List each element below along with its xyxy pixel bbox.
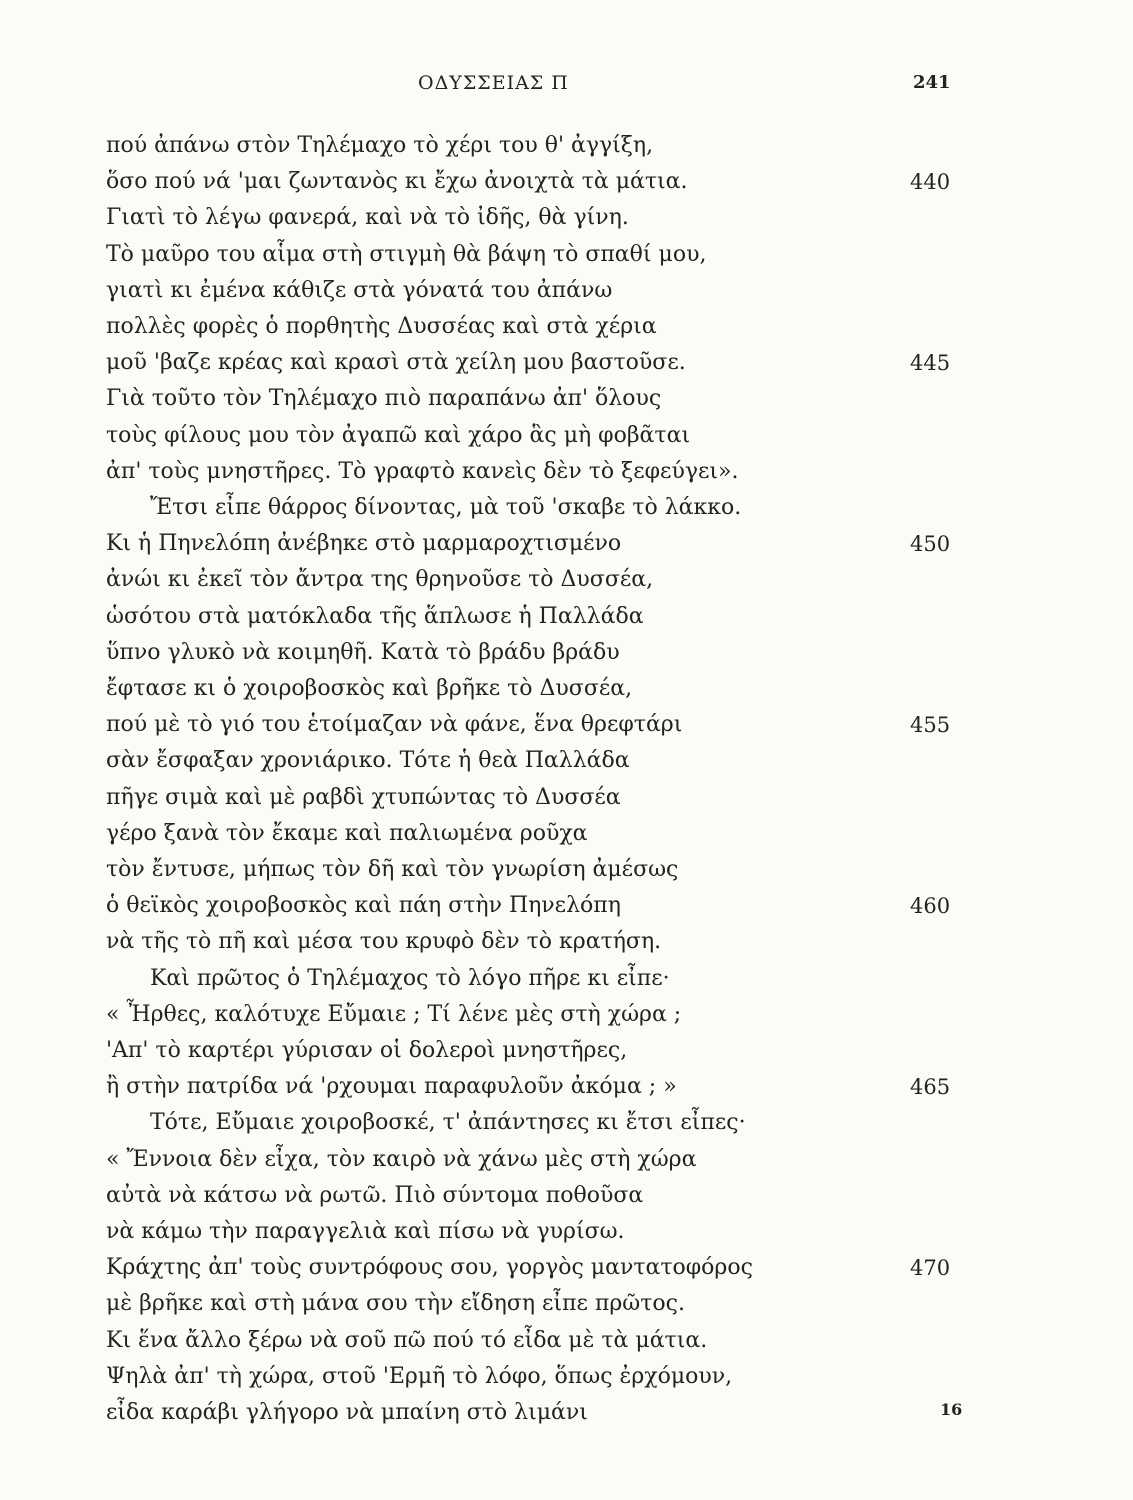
verse-line	[0, 671, 1133, 707]
verse-text: ὁ θεϊκὸς χοιροβοσκὸς καὶ πάη στὴν Πηνελόπη	[106, 893, 621, 919]
verse-text: νὰ κάμω τὴν παραγγελιὰ καὶ πίσω νὰ γυρίσω.	[106, 1219, 625, 1244]
verse-text: ἀπ' τοὺς μνηστῆρες. Τὸ γραφτὸ κανεὶς δὲν τὸ ξεφεύγει».	[106, 458, 739, 484]
line-number: 450	[910, 532, 951, 557]
verse-text: « Ἔννοια δὲν εἶχα, τὸν καιρὸ νὰ χάνω μὲς στὴ χώρα	[106, 1146, 697, 1172]
verse-text: Γιὰ τοῦτο τὸν Τηλέμαχο πιὸ παραπάνω ἀπ' ὅλους	[106, 386, 662, 412]
verse-line	[0, 562, 1133, 598]
verse-text: ἔφτασε κι ὁ χοιροβοσκὸς καὶ βρῆκε τὸ Δυσσέα,	[106, 676, 633, 701]
verse-line	[0, 237, 1133, 273]
verse-text: μοῦ 'βαζε κρέας καὶ κρασὶ στὰ χείλη μου βαστοῦσε.	[106, 350, 686, 376]
verse-line	[0, 309, 1133, 345]
verse-text: ὅσο πού νά 'μαι ζωντανὸς κι ἔχω ἀνοιχτὰ τὰ μάτια.	[106, 169, 688, 195]
verse-line	[0, 454, 1133, 490]
verse-line	[0, 888, 1133, 924]
verse-line	[0, 635, 1133, 671]
verse-line	[0, 1069, 1133, 1105]
verse-text: σὰν ἔσφαξαν χρονιάρικο. Τότε ἡ θεὰ Παλλάδα	[106, 748, 630, 774]
verse-text: Κι ἕνα ἄλλο ξέρω νὰ σοῦ πῶ πού τό εἶδα μὲ τὰ μάτια.	[106, 1327, 708, 1353]
verse-text: Ψηλὰ ἀπ' τὴ χώρα, στοῦ 'Ερμῆ τὸ λόφο, ὅπως ἐρχόμουν,	[106, 1363, 733, 1389]
verse-text: γιατὶ κι ἐμένα κάθιζε στὰ γόνατά του ἀπάνω	[106, 277, 613, 303]
verse-line	[0, 961, 1133, 997]
verse-line	[0, 599, 1133, 635]
verse-text: τὸν ἔντυσε, μήπως τὸν δῆ καὶ τὸν γνωρίση ἀμέσως	[106, 857, 679, 882]
line-number: 440	[910, 170, 951, 195]
verse-text: Κράχτης ἀπ' τοὺς συντρόφους σου, γοργὸς μαντατοφόρος	[106, 1255, 753, 1281]
line-number: 465	[910, 1075, 951, 1100]
verse-text: Καὶ πρῶτος ὁ Τηλέμαχος τὸ λόγο πῆρε κι εἶπε·	[150, 965, 670, 991]
signature-number: 16	[940, 1400, 963, 1419]
verse-text: « Ἦρθες, καλότυχε Εὔμαιε ; Τί λένε μὲς στὴ χώρα ;	[106, 1001, 682, 1027]
verse-line	[0, 1105, 1133, 1141]
verse-text: Ἔτσι εἶπε θάρρος δίνοντας, μὰ τοῦ 'σκαβε τὸ λάκκο.	[150, 495, 742, 520]
verse-line	[0, 1033, 1133, 1069]
verse-line	[0, 743, 1133, 779]
verse-line	[0, 1286, 1133, 1322]
verse-line	[0, 852, 1133, 888]
verse-line	[0, 1323, 1133, 1359]
verse-line	[0, 345, 1133, 381]
verse-text: ὕπνο γλυκὸ νὰ κοιμηθῆ. Κατὰ τὸ βράδυ βράδυ	[106, 639, 620, 665]
verse-line	[0, 381, 1133, 417]
verse-line	[0, 780, 1133, 816]
line-number: 470	[910, 1256, 951, 1281]
verse-line	[0, 164, 1133, 200]
verse-text: πού μὲ τὸ γιό του ἑτοίμαζαν νὰ φάνε, ἕνα θρεφτάρι	[106, 712, 683, 738]
verse-text: πῆγε σιμὰ καὶ μὲ ραβδὶ χτυπώντας τὸ Δυσσέα	[106, 784, 621, 810]
line-number: 455	[910, 713, 951, 738]
verse-line	[0, 1359, 1133, 1395]
verse-text: αὐτὰ νὰ κάτσω νὰ ρωτῶ. Πιὸ σύντομα ποθοῦσα	[106, 1182, 644, 1208]
verse-text: 'Απ' τὸ καρτέρι γύρισαν οἱ δολεροὶ μνηστῆρες,	[106, 1038, 628, 1063]
verse-line	[0, 1178, 1133, 1214]
verse-line	[0, 490, 1133, 526]
verse-line	[0, 1395, 1133, 1431]
verse-line	[0, 418, 1133, 454]
verse-line	[0, 1214, 1133, 1250]
verse-text: ἢ στὴν πατρίδα νά 'ρχουμαι παραφυλοῦν ἀκόμα ; »	[106, 1074, 677, 1100]
verse-line	[0, 526, 1133, 562]
verse-text: γέρο ξανὰ τὸν ἔκαμε καὶ παλιωμένα ροῦχα	[106, 820, 588, 846]
verse-line	[0, 200, 1133, 236]
verse-line	[0, 273, 1133, 309]
verse-text: ἀνώι κι ἐκεῖ τὸν ἄντρα της θρηνοῦσε τὸ Δυσσέα,	[106, 567, 654, 593]
verse-text: ὡσότου στὰ ματόκλαδα τῆς ἅπλωσε ἡ Παλλάδα	[106, 603, 644, 629]
verse-text: εἶδα καράβι γλήγορο νὰ μπαίνη στὸ λιμάνι	[106, 1400, 588, 1425]
line-number: 445	[910, 351, 951, 376]
verse-line	[0, 1250, 1133, 1286]
verse-line	[0, 1142, 1133, 1178]
verse-line	[0, 707, 1133, 743]
verse-text: νὰ τῆς τὸ πῆ καὶ μέσα του κρυφὸ δὲν τὸ κρατήση.	[106, 929, 662, 955]
verse-line	[0, 128, 1133, 164]
verse-text: τοὺς φίλους μου τὸν ἀγαπῶ καὶ χάρο ἃς μὴ φοβᾶται	[106, 422, 691, 448]
verse-text: πού ἀπάνω στὸν Τηλέμαχο τὸ χέρι του θ' ἀγγίξη,	[106, 133, 654, 158]
verse-text: μὲ βρῆκε καὶ στὴ μάνα σου τὴν εἴδηση εἶπε πρῶτος.	[106, 1291, 685, 1317]
running-header	[0, 72, 1133, 104]
verse-line	[0, 924, 1133, 960]
verse-text: Γιατὶ τὸ λέγω φανερά, καὶ νὰ τὸ ἰδῆς, θὰ γίνη.	[106, 205, 629, 231]
book-title: ΟΔΥΣΣΕΙΑΣ Π	[418, 72, 569, 94]
verse-text: Τὸ μαῦρο του αἷμα στὴ στιγμὴ θὰ βάψη τὸ σπαθί μου,	[106, 241, 707, 267]
verse-text: πολλὲς φορὲς ὁ πορθητὴς Δυσσέας καὶ στὰ χέρια	[106, 314, 657, 339]
verse-line	[0, 997, 1133, 1033]
verse-line	[0, 816, 1133, 852]
line-number: 460	[910, 894, 951, 919]
verse-text: Κι ἡ Πηνελόπη ἀνέβηκε στὸ μαρμαροχτισμένο	[106, 531, 622, 557]
page-number: 241	[913, 72, 951, 93]
verse-text: Τότε, Εὔμαιε χοιροβοσκέ, τ' ἀπάντησες κι ἔτσι εἶπες·	[150, 1110, 746, 1136]
